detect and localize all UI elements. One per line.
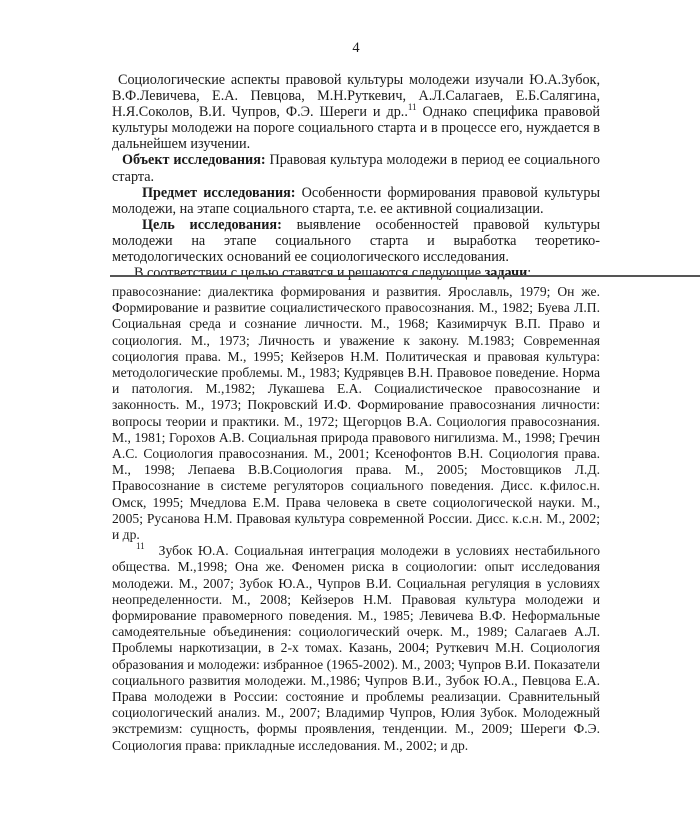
goal-text: выявление особенностей правовой культуры молодежи на этапе социального старта и выработка теоретико-методологических оснований ее социологического исследования. xyxy=(112,216,600,266)
tasks-text: В соответствии с целью ставятся и решаются следующие xyxy=(134,265,485,282)
main-text xyxy=(112,72,600,281)
page-number: 4 xyxy=(352,40,360,56)
footnote-10-continuation: правосознание: диалектика формирования и развития. Ярославль, 1979; Он же. Формирование и развитие социалистического правосознания. М., 1982; Буева Л.П. Социальная среда и сознание личности. М., 1968; Казимирчук В.П. Право и социология. М., 1973; Личность и уважение к закону. М.1983; Современная социология права. М., 1995; Кейзеров Н.М. Политическая и правовая культура: методологические проблемы. М., 1983; Кудрявцев В.Н. Правовое поведение. Норма и патология. М.,1982; Лукашева Е.А. Социалистическое правосознание и законность. М., 1973; Покровский И.Ф. Формирование правосознания личности: вопросы теории и практики. М., 1972; Щегорцов В.А. Социология правосознания. М., 1981; Горохов А.В. Социальная природа правового нигилизма. М., 1998; Гречин А.С. Социология правосознания. М., 2001; Ксенофонтов В.Н. Социология права. М., 1998; Лепаева В.В.Социология права. М., 2005; Мостовщиков Л.Д. Правосознание в системе регуляторов социального поведения. Дисс. к.филос.н. Омск, 1995; Мчедлова Е.М. Права человека в свете социологической науки. М., 2005; Русанова Н.М. Правовая культура современной России. Дисс. к.с.н. М., 2002; и др. xyxy=(112,284,600,543)
tasks-colon: : xyxy=(527,265,532,282)
paragraph-object xyxy=(112,152,600,184)
researchers-text-continued: Однако специфика правовой культуры молодежи на пороге социального старта и в процессе его, нуждается в дальнейшем изучении. xyxy=(112,104,600,153)
object-label: Объект исследования: xyxy=(122,152,266,169)
footnote-11 xyxy=(112,543,600,754)
object-text: Правовая культура молодежи в период ее социального старта. xyxy=(112,152,601,185)
paragraph-subject xyxy=(112,185,600,217)
footnote-reference-11[interactable]: 11 xyxy=(407,102,417,113)
paragraph-goal xyxy=(112,217,600,265)
subject-label: Предмет исследования: xyxy=(142,184,296,201)
footnote-mark-11: 11 xyxy=(136,541,145,552)
tasks-label: задачи xyxy=(484,265,528,282)
researchers-text: Социологические аспекты правовой культуры молодежи изучали Ю.А.Зубок, В.Ф.Левичева, Е.А. Певцова, М.Н.Руткевич, А.Л.Салагаев, Е.Б.Салягина, Н.Я.Соколов, В.И. Чупров, Ф.Э. Шереги и др.. xyxy=(112,72,600,121)
footnotes xyxy=(112,284,600,754)
footnote-separator xyxy=(110,275,700,277)
goal-label: Цель исследования: xyxy=(142,216,282,233)
paragraph-researchers xyxy=(112,72,600,152)
paragraph-tasks xyxy=(112,265,600,281)
footnote-11-text: Зубок Ю.А. Социальная интеграция молодежи в условиях нестабильного общества. М.,1998; Она же. Феномен риска в социологии: опыт исследования молодежи. М., 2007; Зубок Ю.А., Чупров В.И. Социальная регуляция в условиях неопределенности. М., 2008; Кейзеров Н.М. Правовая культура молодежи и формирование правомерного поведения. М., 1985; Левичева В.Ф. Неформальные самодеятельные объединения: социологический очерк. М., 1989; Салагаев А.Л. Проблемы наркотизации, в 2-х томах. Казань, 2004; Руткевич М.Н. Социология образования и молодежи: избранное (1965-2002). М., 2003; Чупров В.И. Показатели социального развития молодежи. М.,1986; Чупров В.И., Зубок Ю.А., Певцова Е.А. Права молодежи в России: состояние и проблемы реализации. Сравнительный социологический анализ. М., 2007; Владимир Чупров, Юлия Зубок. Молодежный экстремизм: сущность, формы проявления, тенденции. М., 2009; Шереги Ф.Э. Социология права: прикладные исследования. М., 2002; и др. xyxy=(112,543,600,753)
subject-text: Особенности формирования правовой культуры молодежи, на этапе социального старта, т.е. ее активной социализации. xyxy=(112,184,600,217)
